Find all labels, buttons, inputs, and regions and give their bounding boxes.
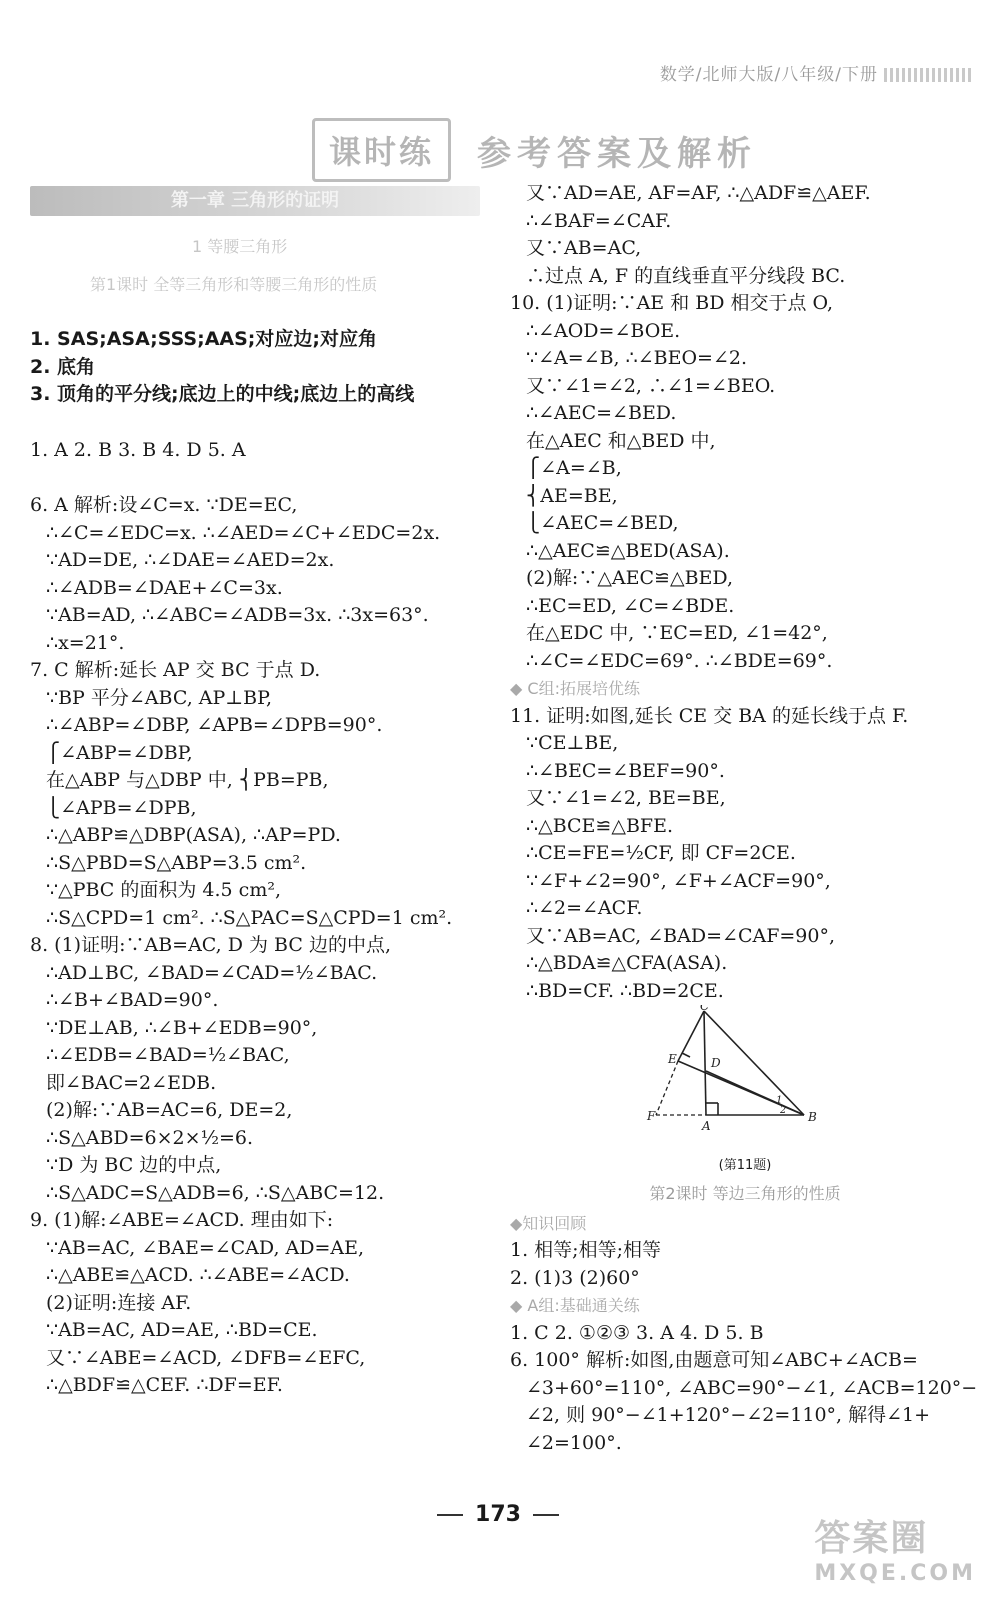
section-heading: ◆ A组:基础通关练 bbox=[510, 1296, 640, 1315]
answer-line: ∴BD=CF. ∴BD=2CE. bbox=[526, 979, 724, 1002]
answer-line: 又∵∠1=∠2, ∴∠1=∠BEO. bbox=[526, 374, 776, 397]
answer-line: ∴△BDF≌△CEF. ∴DF=EF. bbox=[46, 1374, 283, 1396]
answer-line: 在△EDC 中, ∵EC=ED, ∠1=42°, bbox=[526, 622, 828, 644]
answer-line: ⎨AE=BE, bbox=[526, 484, 618, 507]
answer-line: (2)解:∵AB=AC=6, DE=2, bbox=[46, 1099, 293, 1121]
label-angle-2: 2 bbox=[780, 1105, 787, 1116]
lesson-title: 第2课时 等边三角形的性质 bbox=[649, 1183, 841, 1203]
answer-line: ∠3+60°=110°, ∠ABC=90°−∠1, ∠ACB=120°− bbox=[526, 1376, 978, 1399]
answer-line: ∵∠A=∠B, ∴∠BEO=∠2. bbox=[526, 347, 747, 369]
site-logo: 答案圈 MXQE.COM bbox=[814, 1518, 976, 1586]
answer-line: ∵DE⊥AB, ∴∠B+∠EDB=90°, bbox=[46, 1016, 318, 1039]
segment-db bbox=[706, 1071, 804, 1115]
answer-line: ∴∠BAF=∠CAF. bbox=[526, 209, 672, 232]
section-heading: ◆ C组:拓展培优练 bbox=[510, 679, 640, 698]
answer-line: ∵AD=DE, ∴∠DAE=∠AED=2x. bbox=[46, 549, 335, 571]
answer-line: ∵∠F+∠2=90°, ∠F+∠ACF=90°, bbox=[526, 869, 831, 892]
answer-line: ∴EC=ED, ∠C=∠BDE. bbox=[526, 594, 735, 617]
answer-line: ∴∠ABP=∠DBP, ∠APB=∠DPB=90°. bbox=[46, 714, 383, 736]
answer-line: ∴∠C=∠EDC=x. ∴∠AED=∠C+∠EDC=2x. bbox=[46, 521, 441, 544]
answer-line: 在△AEC 和△BED 中, bbox=[526, 429, 716, 452]
answer-line: 又∵∠1=∠2, BE=BE, bbox=[526, 787, 726, 809]
answer-line: ⎧∠ABP=∠DBP, bbox=[46, 741, 193, 764]
section-heading: ◆知识回顾 bbox=[510, 1213, 587, 1233]
answer-line: ∴∠EDB=∠BAD=½∠BAC, bbox=[46, 1044, 290, 1066]
answer-line: ∵BP 平分∠ABC, AP⊥BP, bbox=[46, 686, 273, 709]
right-angle-mark bbox=[682, 1053, 690, 1057]
label-angle-1: 1 bbox=[776, 1095, 783, 1106]
answer-line: ⎩∠AEC=∠BED, bbox=[526, 512, 679, 534]
answer-line: 3. 顶角的平分线;底边上的中线;底边上的高线 bbox=[30, 383, 415, 405]
answer-line: ∴x=21°. bbox=[46, 631, 125, 654]
answer-line: ∴过点 A, F 的直线垂直平分线段 BC. bbox=[526, 264, 846, 287]
answer-line: 1. A 2. B 3. B 4. D 5. A bbox=[30, 438, 246, 461]
answer-line: ∵△PBC 的面积为 4.5 cm², bbox=[46, 879, 281, 901]
answer-line: 又∵AB=AC, bbox=[526, 237, 642, 259]
answer-line: ∴∠C=∠EDC=69°. ∴∠BDE=69°. bbox=[526, 649, 833, 672]
answer-line: 8. (1)证明:∵AB=AC, D 为 BC 边的中点, bbox=[30, 934, 391, 956]
answer-line: ∴△ABE≌△ACD. ∴∠ABE=∠ACD. bbox=[46, 1264, 350, 1286]
answer-line: (2)解:∵△AEC≌△BED, bbox=[526, 567, 734, 589]
answer-line: 1. 相等;相等;相等 bbox=[510, 1239, 661, 1261]
answer-line: 在△ABP 与△DBP 中, ⎨PB=PB, bbox=[46, 769, 329, 791]
label-b: B bbox=[808, 1110, 817, 1124]
answer-line: ∵AB=AC, AD=AE, ∴BD=CE. bbox=[46, 1319, 318, 1341]
segment-ca bbox=[704, 1011, 706, 1115]
chapter-banner: 第一章 三角形的证明 bbox=[30, 186, 480, 216]
answer-line: 2. 底角 bbox=[30, 355, 96, 378]
answer-line: ∴AD⊥BC, ∠BAD=∠CAD=½∠BAC. bbox=[46, 961, 378, 984]
left-column bbox=[30, 326, 490, 1400]
answer-line: ∴∠B+∠BAD=90°. bbox=[46, 989, 219, 1011]
answer-line: 7. C 解析:延长 AP 交 BC 于点 D. bbox=[30, 659, 321, 681]
answer-line: ⎧∠A=∠B, bbox=[526, 457, 622, 479]
answer-line: ∴∠BEC=∠BEF=90°. bbox=[526, 759, 725, 782]
section-subtitle: 1 等腰三角形 bbox=[192, 237, 288, 256]
answer-line: 又∵AB=AC, ∠BAD=∠CAF=90°, bbox=[526, 924, 836, 947]
label-e: E bbox=[668, 1052, 677, 1066]
answer-line: 10. (1)证明:∵AE 和 BD 相交于点 O, bbox=[510, 292, 834, 314]
answer-line: ∵CE⊥BE, bbox=[526, 732, 619, 754]
breadcrumb: 数学/北师大版/八年级/下册 bbox=[660, 60, 974, 85]
answer-line: 9. (1)解:∠ABE=∠ACD. 理由如下: bbox=[30, 1209, 334, 1231]
answer-line: ∴∠AOD=∠BOE. bbox=[526, 319, 681, 342]
answer-line: ∴∠2=∠ACF. bbox=[526, 897, 643, 919]
decorative-bars bbox=[884, 68, 974, 82]
figure-caption: (第11题) bbox=[718, 1157, 772, 1173]
right-column bbox=[510, 180, 980, 1457]
answer-line: ∴S△ADC=S△ADB=6, ∴S△ABC=12. bbox=[46, 1181, 385, 1204]
answer-line: ∴△BDA≌△CFA(ASA). bbox=[526, 952, 728, 974]
answer-line: ∵D 为 BC 边的中点, bbox=[46, 1154, 222, 1176]
answer-line: 又∵∠ABE=∠ACD, ∠DFB=∠EFC, bbox=[46, 1346, 366, 1369]
answer-line: ∴∠ADB=∠DAE+∠C=3x. bbox=[46, 576, 283, 599]
answer-line: ∴∠AEC=∠BED. bbox=[526, 402, 677, 424]
label-c: C bbox=[700, 1005, 710, 1013]
answer-line: ∵AB=AD, ∴∠ABC=∠ADB=3x. ∴3x=63°. bbox=[46, 604, 429, 626]
answer-line: (2)证明:连接 AF. bbox=[46, 1291, 192, 1314]
answer-line: 11. 证明:如图,延长 CE 交 BA 的延长线于点 F. bbox=[510, 704, 909, 727]
lesson-subtitle: 第1课时 全等三角形和等腰三角形的性质 bbox=[90, 275, 378, 294]
answer-line: ∵AB=AC, ∠BAE=∠CAD, AD=AE, bbox=[46, 1236, 365, 1259]
label-f: F bbox=[647, 1109, 656, 1123]
answer-line: ∴S△CPD=1 cm². ∴S△PAC=S△CPD=1 cm². bbox=[46, 906, 453, 929]
answer-line: ∴△AEC≌△BED(ASA). bbox=[526, 539, 730, 562]
answer-line: ∴△ABP≌△DBP(ASA), ∴AP=PD. bbox=[46, 824, 341, 846]
answer-line: 又∵AD=AE, AF=AF, ∴△ADF≌△AEF. bbox=[526, 182, 871, 204]
answer-line: 6. A 解析:设∠C=x. ∵DE=EC, bbox=[30, 494, 298, 516]
title-main: 参考答案及解析 bbox=[477, 133, 758, 174]
label-a: A bbox=[702, 1119, 711, 1133]
geometry-figure bbox=[510, 1005, 980, 1145]
page-title bbox=[312, 118, 757, 182]
answer-line: 1. SAS;ASA;SSS;AAS;对应边;对应角 bbox=[30, 328, 378, 350]
answer-line: 2. (1)3 (2)60° bbox=[510, 1266, 640, 1289]
answer-line: 1. C 2. ①②③ 3. A 4. D 5. B bbox=[510, 1321, 764, 1344]
segment-ef-dashed bbox=[656, 1061, 678, 1115]
answer-line: 6. 100° 解析:如图,由题意可知∠ABC+∠ACB= bbox=[510, 1349, 918, 1371]
answer-line: ⎩∠APB=∠DPB, bbox=[46, 796, 197, 819]
title-box: 课时练 bbox=[312, 118, 451, 182]
answer-line: ∴S△PBD=S△ABP=3.5 cm². bbox=[46, 851, 307, 874]
answer-line: ∴CE=FE=½CF, 即 CF=2CE. bbox=[526, 842, 796, 864]
page-number: 173 bbox=[0, 1502, 996, 1527]
answer-line: ∠2=100°. bbox=[526, 1431, 622, 1454]
answer-line: ∴△BCE≌△BFE. bbox=[526, 814, 674, 837]
answer-line: ∴S△ABD=6×2×½=6. bbox=[46, 1126, 254, 1149]
label-d: D bbox=[711, 1056, 721, 1070]
answer-line: 即∠BAC=2∠EDB. bbox=[46, 1071, 217, 1094]
answer-line: ∠2, 则 90°−∠1+120°−∠2=110°, 解得∠1+ bbox=[526, 1404, 931, 1426]
